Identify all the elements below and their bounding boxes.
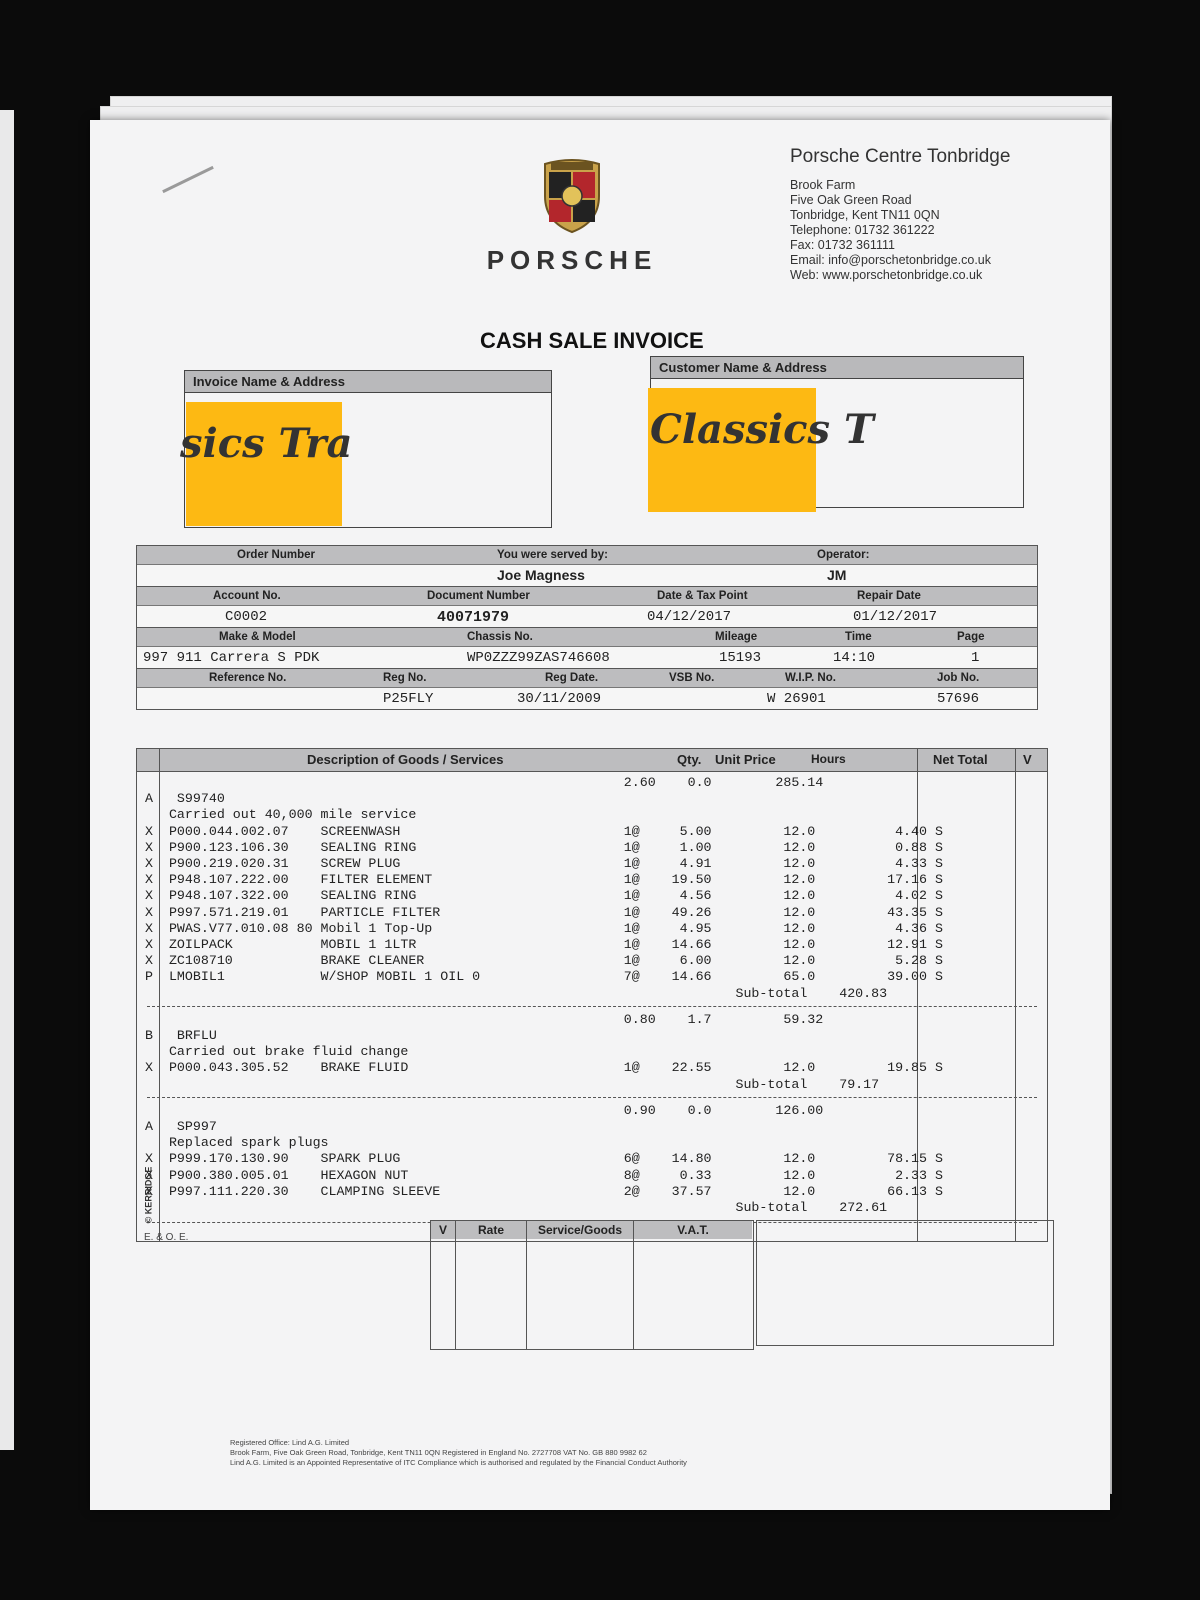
goods-line: 2.60 0.0 285.14 [145,775,824,790]
grid-header-row [137,668,1037,687]
column-divider [1015,749,1016,1241]
grid-value-row [137,646,1037,668]
account-no-label: Account No. [213,590,281,602]
served-by-value: Joe Magness [497,567,585,583]
goods-services-table [136,748,1048,1242]
goods-line: X P997.111.220.30 CLAMPING SLEEVE 2@ 37.57 12.0 66.13 S [145,1183,943,1199]
date-tax-point-value: 04/12/2017 [647,609,732,625]
unit-price-header: Unit Price [715,752,776,767]
mileage-label: Mileage [715,631,758,643]
vat-service-goods-header: Service/Goods [527,1221,634,1239]
document-number-label: Document Number [427,590,530,602]
make-model-label: Make & Model [219,631,296,643]
section-divider [147,1097,1037,1098]
goods-line: Replaced spark plugs [145,1135,329,1151]
document-number-value: 40071979 [437,609,510,626]
wip-no-label: W.I.P. No. [785,672,836,684]
eoe-note: E. & O. E. [144,1232,189,1243]
grid-header-row [137,546,1037,564]
porsche-crest-icon [541,156,603,234]
wip-no-value: W 26901 [767,691,826,707]
grid-header-row [137,627,1037,646]
mileage-value: 15193 [719,650,762,666]
vat-vat-header: V.A.T. [634,1221,752,1239]
dealer-telephone: Telephone: 01732 361222 [790,223,935,237]
hours-header: Hours [811,752,846,766]
vat-v-header: V [431,1221,456,1239]
goods-line: Sub-total 420.83 [145,985,888,1001]
dealer-name: Porsche Centre Tonbridge [790,146,1011,167]
goods-line: A S99740 [145,791,225,807]
adjacent-sheet-edge [0,110,14,1450]
goods-line: X ZC108710 BRAKE CLEANER 1@ 6.00 12.0 5.28 S [145,953,943,969]
column-divider [455,1221,456,1349]
column-divider [526,1221,527,1349]
dealer-address-block [790,146,1090,283]
goods-line: Sub-total 79.17 [145,1076,880,1092]
redaction-text: sics Tra [180,420,353,467]
footer-line: Lind A.G. Limited is an Appointed Representative of ITC Compliance which is authorised and regulated by the Financial Conduct Authority [230,1458,687,1467]
reg-no-label: Reg No. [383,672,427,684]
goods-line: X P900.123.106.30 SEALING RING 1@ 1.00 12.0 0.88 S [145,839,943,855]
order-number-label: Order Number [237,549,315,561]
dealer-fax: Fax: 01732 361111 [790,238,895,252]
time-label: Time [845,631,872,643]
chassis-no-value: WP0ZZZ99ZAS746608 [467,650,610,666]
operator-label: Operator: [817,549,870,561]
dealer-web: Web: www.porschetonbridge.co.uk [790,268,983,282]
date-tax-point-label: Date & Tax Point [657,590,748,602]
footer-line: Brook Farm, Five Oak Green Road, Tonbridge, Kent TN11 0QN Registered in England No. 2727708 VAT No. GB 880 9982 62 [230,1448,647,1457]
job-no-label: Job No. [937,672,980,684]
qty-header: Qty. [677,752,702,767]
net-total-header: Net Total [933,752,988,767]
grid-value-row [137,605,1037,627]
vat-analysis-box [430,1220,754,1350]
v-header: V [1023,752,1032,767]
redaction-text: Classics T [650,406,874,453]
dealer-email: Email: info@porschetonbridge.co.uk [790,253,991,267]
make-model-value: 997 911 Carrera S PDK [143,650,320,666]
vsb-no-label: VSB No. [669,672,715,684]
repair-date-value: 01/12/2017 [853,609,938,625]
page-label: Page [957,631,985,643]
job-no-value: 57696 [937,691,980,707]
reg-no-value: P25FLY [383,691,434,707]
reference-no-label: Reference No. [209,672,287,684]
goods-line: X P997.571.219.01 PARTICLE FILTER 1@ 49.26 12.0 43.35 S [145,904,943,920]
page-value: 1 [971,650,980,666]
goods-table-header [137,749,1047,772]
operator-value: JM [827,567,847,583]
goods-line: P LMOBIL1 W/SHOP MOBIL 1 OIL 0 7@ 14.66 65.0 39.00 S [145,969,943,985]
customer-address-label: Customer Name & Address [651,357,1023,379]
section-divider [147,1006,1037,1007]
goods-line: X P000.044.002.07 SCREENWASH 1@ 5.00 12.0 4.40 S [145,823,943,839]
totals-box [756,1220,1054,1346]
account-no-value: C0002 [225,609,268,625]
invoice-title: CASH SALE INVOICE [480,328,704,353]
dealer-address-line: Tonbridge, Kent TN11 0QN [790,208,940,222]
goods-line: X P948.107.322.00 SEALING RING 1@ 4.56 12.0 4.02 S [145,888,943,904]
description-header: Description of Goods / Services [307,752,504,767]
goods-line: Carried out 40,000 mile service [145,807,417,823]
dealer-address-line: Five Oak Green Road [790,193,912,207]
goods-line: X P948.107.222.00 FILTER ELEMENT 1@ 19.50 12.0 17.16 S [145,872,943,888]
goods-line: Carried out brake fluid change [145,1044,409,1060]
goods-line: B BRFLU [145,1028,217,1043]
time-value: 14:10 [833,650,876,666]
goods-line: X P900.219.020.31 SCREW PLUG 1@ 4.91 12.0 4.33 S [145,856,943,871]
goods-line: X PWAS.V77.010.08 80 Mobil 1 Top-Up 1@ 4.95 12.0 4.36 S [145,920,943,936]
redaction-sticker [180,402,353,526]
goods-line: A SP997 [145,1119,217,1134]
repair-date-label: Repair Date [857,590,921,602]
goods-line: 0.90 0.0 126.00 [145,1102,824,1118]
footer-line: Registered Office: Lind A.G. Limited [230,1438,350,1447]
column-divider [633,1221,634,1349]
porsche-wordmark: PORSCHE [486,245,658,275]
vat-rate-header: Rate [456,1221,527,1239]
served-by-label: You were served by: [497,549,608,561]
goods-line: X P000.043.305.52 BRAKE FLUID 1@ 22.55 12.0 19.85 S [145,1060,943,1076]
dealer-address-line: Brook Farm [790,178,856,192]
goods-line: X P900.380.005.01 HEXAGON NUT 8@ 0.33 12.0 2.33 S [145,1167,943,1183]
grid-value-row [137,564,1037,586]
kerridge-mark: © KERRIDGE [143,1166,154,1224]
registered-office-footer [230,1438,687,1468]
goods-line: X ZOILPACK MOBIL 1 1LTR 1@ 14.66 12.0 12.91 S [145,937,943,952]
goods-line: 0.80 1.7 59.32 [145,1011,824,1027]
redaction-sticker [648,388,874,512]
reg-date-label: Reg Date. [545,672,599,684]
staple [162,166,214,193]
grid-header-row [137,586,1037,605]
invoice-address-label: Invoice Name & Address [185,371,551,393]
grid-value-row [137,687,1037,709]
reg-date-value: 30/11/2009 [517,691,602,707]
goods-line: X P999.170.130.90 SPARK PLUG 6@ 14.80 12.0 78.15 S [145,1151,943,1167]
job-details-grid [136,545,1038,710]
goods-line: Sub-total 272.61 [145,1200,888,1215]
porsche-logo [462,156,682,276]
invoice-document [90,120,1110,1510]
chassis-no-label: Chassis No. [467,631,533,643]
